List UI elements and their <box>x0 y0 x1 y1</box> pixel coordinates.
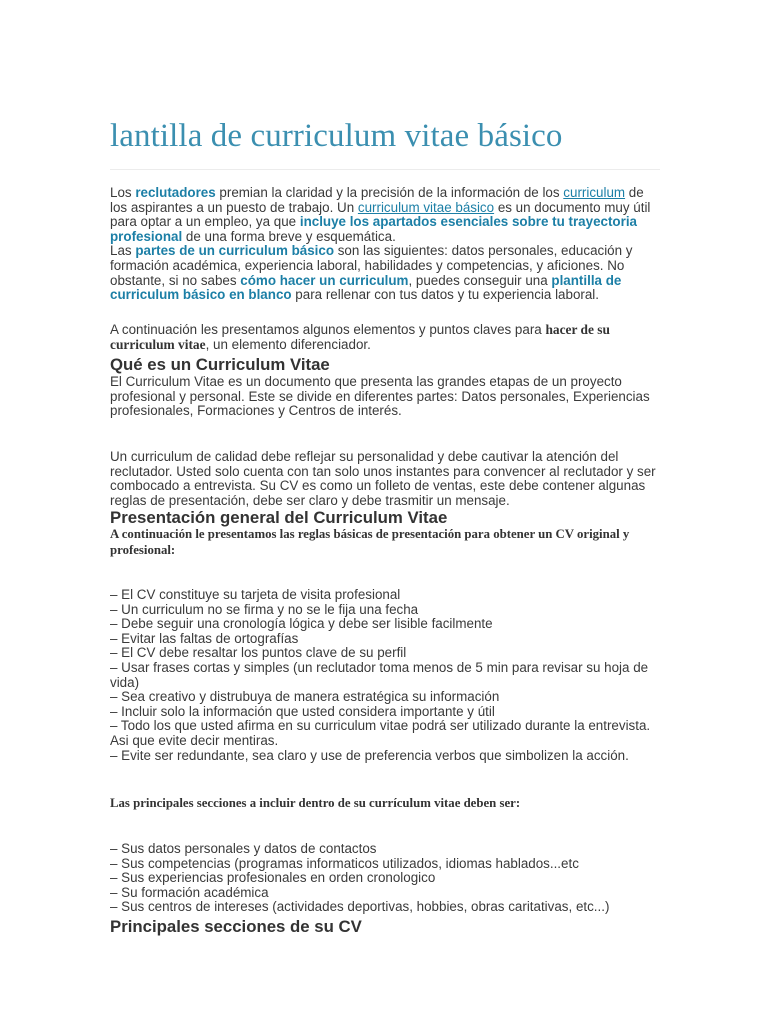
page-title: lantilla de curriculum vitae básico <box>110 118 563 154</box>
intro-block <box>110 186 662 303</box>
list-item: – Sea creativo y distrubuya de manera estratégica su información <box>110 689 500 705</box>
bold-hacer-cv: hacer de su curriculum vitae <box>110 322 610 352</box>
list-item: – Sus competencias (programas informaticos utilizados, idiomas hablados...etc <box>110 855 579 871</box>
intro-paragraph-1: Los reclutadores premian la claridad y la precisión de la información de los curriculum de los aspirantes a un puesto de trabajo. Un curriculum vitae básico es un documento muy útil para optar a un empleo, ya que incluye los apartados esenciales sobre tu trayectoria profesional de una forma breve y esquemática. <box>110 185 651 244</box>
list-item: – Usar frases cortas y simples (un reclutador toma menos de 5 min para revisar su hoja de vida) <box>110 659 649 690</box>
list-item: – El CV constituye su tarjeta de visita profesional <box>110 587 401 602</box>
heading-principales-secciones: Principales secciones de su CV <box>110 917 362 936</box>
intro-paragraph-3-text: A continuación les presentamos algunos elementos y puntos claves para hacer de su curriculum vitae, un elemento diferenciador. <box>110 322 610 352</box>
intro-paragraph-3 <box>110 323 662 352</box>
intro-paragraph-2: Las partes de un curriculum básico son las siguientes: datos personales, educación y formación académica, experiencia laboral, habilidades y competencias, y aficiones. No obstante, si no sabes cómo hacer un curriculum, puedes conseguir una plantilla de curriculum básico en blanco para rellenar con tus datos y tu experiencia laboral. <box>110 243 633 303</box>
section1-paragraph-2-text: Un curriculum de calidad debe reflejar su personalidad y debe cautivar la atención del reclutador. Usted solo cuenta con tan solo unos instantes para convencer al reclutador y ser combocado a entrevista. Su CV es como un folleto de ventas, este debe contener algunas reglas de presentación, debe ser claro y debe trasmitir un mensaje. <box>110 449 656 508</box>
link-reclutadores[interactable]: reclutadores <box>135 185 216 200</box>
link-plantilla[interactable]: plantilla de curriculum básico en blanco <box>110 272 622 303</box>
list-item: – Sus centros de intereses (actividades deportivas, hobbies, obras caritativas, etc...) <box>110 899 610 915</box>
list-item: – Todo los que usted afirma en su curriculum vitae podrá ser utilizado durante la entrevista. Asi que evite decir mentiras. <box>110 718 651 748</box>
heading-presentacion-general: Presentación general del Curriculum Vitae <box>110 508 448 527</box>
section1-paragraph-2 <box>110 450 662 508</box>
list-item: – Debe seguir una cronología lógica y debe ser lisible facilmente <box>110 616 493 632</box>
link-como-hacer[interactable]: cómo hacer un curriculum <box>240 272 409 288</box>
list-item: – Sus datos personales y datos de contactos <box>110 841 377 856</box>
heading-que-es-cv: Qué es un Curriculum Vitae <box>110 355 330 374</box>
rules-list <box>110 588 662 763</box>
link-cv-basico[interactable]: curriculum vitae básico <box>357 199 495 215</box>
link-apartados[interactable]: incluye los apartados esenciales sobre tu trayectoria profesional <box>110 214 637 244</box>
list-item: – Evitar las faltas de ortografías <box>110 630 299 646</box>
link-partes[interactable]: partes de un curriculum básico <box>135 243 334 259</box>
list-item: – El CV debe resaltar los puntos clave de su perfil <box>110 645 407 661</box>
title-divider <box>110 169 660 170</box>
section1-paragraph-1 <box>110 375 662 419</box>
list-item: – Su formación académica <box>110 884 269 900</box>
section1-paragraph-1-text: El Curriculum Vitae es un documento que presenta las grandes etapas de un proyecto profesional y personal. Este se divide en diferentes partes: Datos personales, Experiencias profesionales, Formaciones y Centros de interés. <box>110 374 650 419</box>
sections-list <box>110 842 662 915</box>
list-item: – Sus experiencias profesionales en orden cronologico <box>110 870 436 886</box>
list-item: – Incluir solo la información que usted considera importante y útil <box>110 703 495 719</box>
rules-intro: A continuación le presentamos las reglas básicas de presentación para obtener un CV original y profesional: <box>110 527 630 557</box>
list-item: – Evite ser redundante, sea claro y use de preferencia verbos que simbolizen la acción. <box>110 747 629 763</box>
link-curriculum[interactable]: curriculum <box>563 185 626 200</box>
list-item: – Un curriculum no se firma y no se le fija una fecha <box>110 601 419 617</box>
sections-intro: Las principales secciones a incluir dentro de su currículum vitae deben ser: <box>110 796 521 810</box>
